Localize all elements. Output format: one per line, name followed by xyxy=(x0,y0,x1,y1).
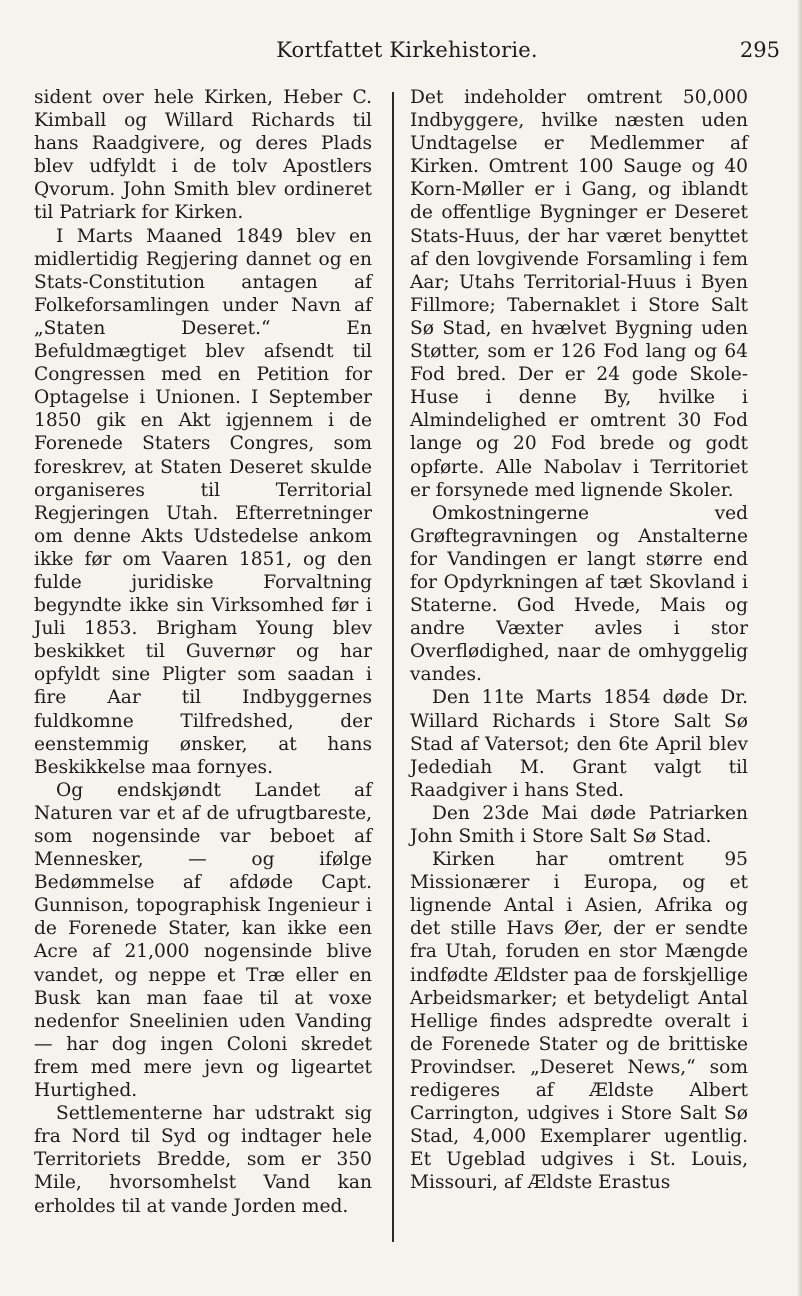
paragraph: Og endskjøndt Landet af Naturen var et af de ufrugtbareste, som nogensinde var beboet af Mennesker, — og ifølge Bedømmelse af afdøde Capt. Gunnison, topographisk Ingenieur i de Forenede Stater, kan ikke een Acre af 21,000 nogensinde blive vandet, og neppe et Træ eller en Busk kan man faae til at voxe nedenfor Sneelinien uden Vanding — har dog ingen Coloni skredet frem med mere jevn og ligeartet Hurtighed. xyxy=(34,779,372,1102)
page-edge xyxy=(797,0,802,1296)
paragraph: sident over hele Kirken, Heber C. Kimball og Willard Richards til hans Raadgivere, og deres Plads blev udfyldt i de tolv Apostlers Qvorum. John Smith blev ordineret til Patriark for Kirken. xyxy=(34,87,372,224)
left-column xyxy=(34,86,372,1218)
paragraph: Omkostningerne ved Grøftegravningen og Anstalterne for Vandingen er langt større end for Opdyrkningen af tæt Skovland i Staterne. God Hvede, Mais og andre Væxter avles i stor Overflødighed, naar de omhyggelig vandes. xyxy=(410,502,748,686)
column-divider xyxy=(392,92,394,1242)
paragraph: Det indeholder omtrent 50,000 Indbyggere, hvilke næsten uden Undtagelse er Medlemmer af Kirken. Omtrent 100 Sauge og 40 Korn-Møller er i Gang, og iblandt de offentlige Bygninger er Deseret Stats-Huus, der har været benyttet af den lovgivende Forsamling i fem Aar; Utahs Territorial-Huus i Byen Fillmore; Tabernaklet i Store Salt Sø Stad, en hvælvet Bygning uden Støtter, som er 126 Fod lang og 64 Fod bred. Der er 24 gode Skole-Huse i denne By, hvilke i Almindelighed er omtrent 30 Fod lange og 20 Fod brede og godt opførte. Alle Nabolav i Territoriet er forsynede med lignende Skoler. xyxy=(410,87,748,501)
right-column xyxy=(410,86,748,1195)
paragraph: I Marts Maaned 1849 blev en midlertidig Regjering dannet og en Stats-Constitution antagen af Folkeforsamlingen under Navn af „Staten Deseret.“ En Befuldmægtiget blev afsendt til Congressen med en Petition for Optagelse i Unionen. I September 1850 gik en Akt igjennem i de Forenede Staters Congres, som foreskrev, at Staten Deseret skulde organiseres til Territorial Regjeringen Utah. Efterretninger om denne Akts Udstedelse ankom ikke før om Vaaren 1851, og den fulde juridiske Forvaltning begyndte ikke sin Virksomhed før i Juli 1853. Brigham Young blev beskikket til Guvernør og har opfyldt sine Pligter som saadan i fire Aar til Indbyggernes fuldkomne Tilfredshed, der eenstemmig ønsker, at hans Beskikkelse maa fornyes. xyxy=(34,225,372,778)
paragraph: Den 11te Marts 1854 døde Dr. Willard Richards i Store Salt Sø Stad af Vatersot; den 6te April blev Jedediah M. Grant valgt til Raadgiver i hans Sted. xyxy=(410,687,748,801)
paragraph: Den 23de Mai døde Patriarken John Smith i Store Salt Sø Stad. xyxy=(410,802,748,847)
paragraph: Settlementerne har udstrakt sig fra Nord til Syd og indtager hele Territoriets Bredde, som er 350 Mile, hvorsomhelst Vand kan erholdes til at vande Jorden med. xyxy=(34,1103,372,1217)
page-header xyxy=(32,36,782,72)
page-number: 295 xyxy=(739,38,780,62)
paragraph: Kirken har omtrent 95 Missionærer i Europa, og et lignende Antal i Asien, Afrika og det stille Havs Øer, der er sendte fra Utah, foruden en stor Mængde indfødte Ældster paa de forskjellige Arbeidsmarker; et betydeligt Antal Hellige findes adspredte overalt i de Forenede Stater og de brittiske Provindser. „Deseret News,“ som redigeres af Ældste Albert Carrington, udgives i Store Salt Sø Stad, 4,000 Exemplarer ugentlig. Et Ugeblad udgives i St. Louis, Missouri, af Ældste Erastus xyxy=(410,849,748,1194)
running-title: Kortfattet Kirkehistorie. xyxy=(276,38,538,62)
